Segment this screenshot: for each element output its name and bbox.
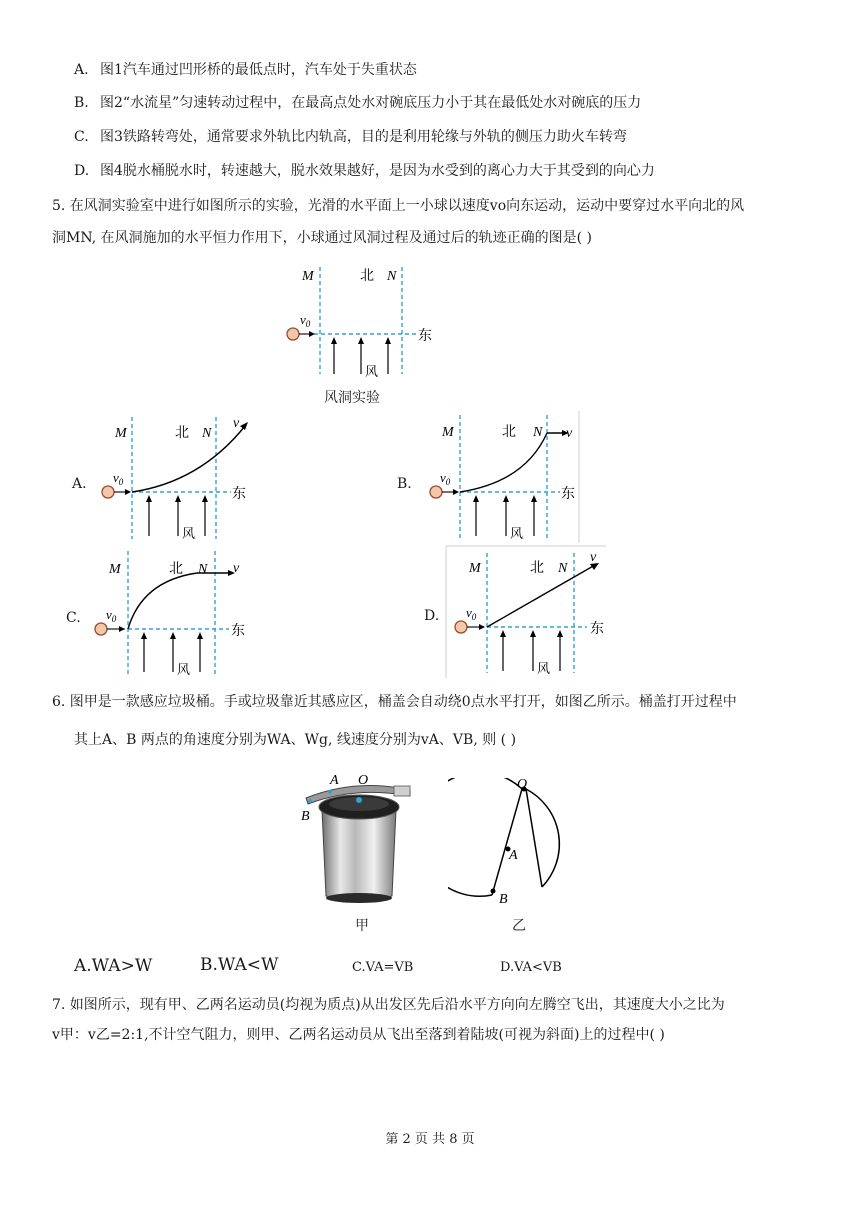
- q6-option-a: A.WA>W: [74, 956, 153, 976]
- label-a: A: [330, 773, 339, 788]
- label-wind: 风: [537, 661, 551, 676]
- label-b: B: [499, 892, 508, 907]
- q6-stem-line2: 其上A、B 两点的角速度分别为WA、Wg, 线速度分别为vA、VB, 则 ( ): [74, 732, 517, 748]
- label-m: M: [442, 425, 454, 440]
- option-letter: A.: [74, 62, 89, 78]
- label-east: 东: [561, 487, 575, 502]
- label-v: v: [566, 426, 573, 441]
- wind-tunnel-figure: [282, 262, 442, 382]
- option-letter: D.: [74, 163, 90, 179]
- q5-option-d-figure: [444, 545, 609, 680]
- label-n: N: [533, 425, 543, 440]
- label-m: M: [109, 562, 121, 577]
- trash-can-figure: [296, 770, 421, 920]
- option-letter: B.: [74, 95, 89, 111]
- label-m: M: [115, 426, 127, 441]
- label-o: O: [517, 778, 528, 792]
- label-v0: $v_0$: [440, 470, 451, 487]
- caption-yi: 乙: [512, 918, 526, 934]
- q7-stem-line1: 7. 如图所示，现有甲、乙两名运动员(均视为质点)从出发区先后沿水平方向向左腾空飞出，其速度大小之比为: [52, 997, 725, 1013]
- q5-option-a-letter: A.: [72, 476, 87, 492]
- option-text: 图4脱水桶脱水时，转速越大，脱水效果越好，是因为水受到的离心力大于其受到的向心力: [100, 163, 655, 179]
- label-east: 东: [231, 624, 245, 639]
- q4-option-a: [74, 60, 417, 80]
- caption-jia: 甲: [355, 918, 369, 934]
- option-text: 图2“水流星”匀速转动过程中，在最高点处水对碗底压力小于其在最低处水对碗底的压力: [100, 95, 642, 111]
- label-north: 北: [175, 426, 189, 441]
- label-north: 北: [530, 561, 544, 576]
- label-n: N: [198, 562, 208, 577]
- label-v: v: [590, 550, 597, 565]
- q4-option-c: [74, 127, 627, 147]
- label-wind: 风: [510, 526, 524, 541]
- q6-option-d: D.VA<VB: [500, 960, 562, 975]
- q4-option-b: [74, 93, 641, 113]
- lid-rotation-figure: [448, 778, 588, 910]
- q5-stem-line2: 洞MN, 在风洞施加的水平恒力作用下，小球通过风洞过程及通过后的轨迹正确的图是( ): [52, 230, 592, 246]
- q5-option-b-letter: B.: [397, 476, 412, 492]
- label-east: 东: [418, 329, 432, 344]
- label-v: v: [233, 416, 240, 431]
- label-n: N: [558, 561, 568, 576]
- option-letter: C.: [74, 129, 89, 145]
- q5-stem-line1: 5. 在风洞实验室中进行如图所示的实验，光滑的水平面上一小球以速度vo向东运动，运动中要穿过水平向北的风: [52, 198, 745, 214]
- label-v0: $v_0$: [300, 312, 311, 329]
- label-wind: 风: [365, 364, 379, 379]
- label-m: M: [469, 561, 481, 576]
- q5-option-c-letter: C.: [66, 610, 81, 626]
- figure-caption: 风洞实验: [324, 390, 380, 406]
- label-east: 东: [232, 487, 246, 502]
- label-n: N: [202, 426, 212, 441]
- q5-option-a-figure: [95, 412, 265, 542]
- label-v0: $v_0$: [106, 607, 117, 624]
- label-o: O: [358, 773, 369, 788]
- q6-option-b: B.WA<W: [200, 955, 279, 975]
- q6-option-c: C.VA=VB: [352, 960, 414, 975]
- label-north: 北: [502, 425, 516, 440]
- label-north: 北: [169, 562, 183, 577]
- label-v: v: [233, 561, 240, 576]
- q4-option-d: [74, 161, 655, 181]
- option-text: 图1汽车通过凹形桥的最低点时，汽车处于失重状态: [100, 62, 417, 78]
- q7-stem-line2: v甲：v乙=2:1,不计空气阻力，则甲、乙两名运动员从飞出至落到着陆坡(可视为斜面)上的过程中( ): [52, 1027, 665, 1043]
- label-wind: 风: [177, 662, 191, 677]
- q5-option-b-figure: [420, 410, 585, 545]
- label-a: A: [509, 848, 518, 863]
- label-m: M: [302, 269, 314, 284]
- label-v0: $v_0$: [113, 470, 124, 487]
- option-text: 图3铁路转弯处，通常要求外轨比内轨高，目的是利用轮缘与外轨的侧压力助火车转弯: [100, 129, 627, 145]
- label-east: 东: [590, 622, 604, 637]
- label-wind: 风: [182, 526, 196, 541]
- label-b: B: [301, 809, 310, 824]
- label-v0: $v_0$: [466, 605, 477, 622]
- q5-option-d-letter: D.: [424, 608, 440, 624]
- label-north: 北: [360, 269, 374, 284]
- q5-option-c-figure: [87, 546, 257, 678]
- page-footer: 第 2 页 共 8 页: [385, 1132, 475, 1147]
- q6-stem-line1: 6. 图甲是一款感应垃圾桶。手或垃圾靠近其感应区，桶盖会自动绕0点水平打开，如图乙所示。桶盖打开过程中: [52, 694, 737, 710]
- label-n: N: [387, 269, 397, 284]
